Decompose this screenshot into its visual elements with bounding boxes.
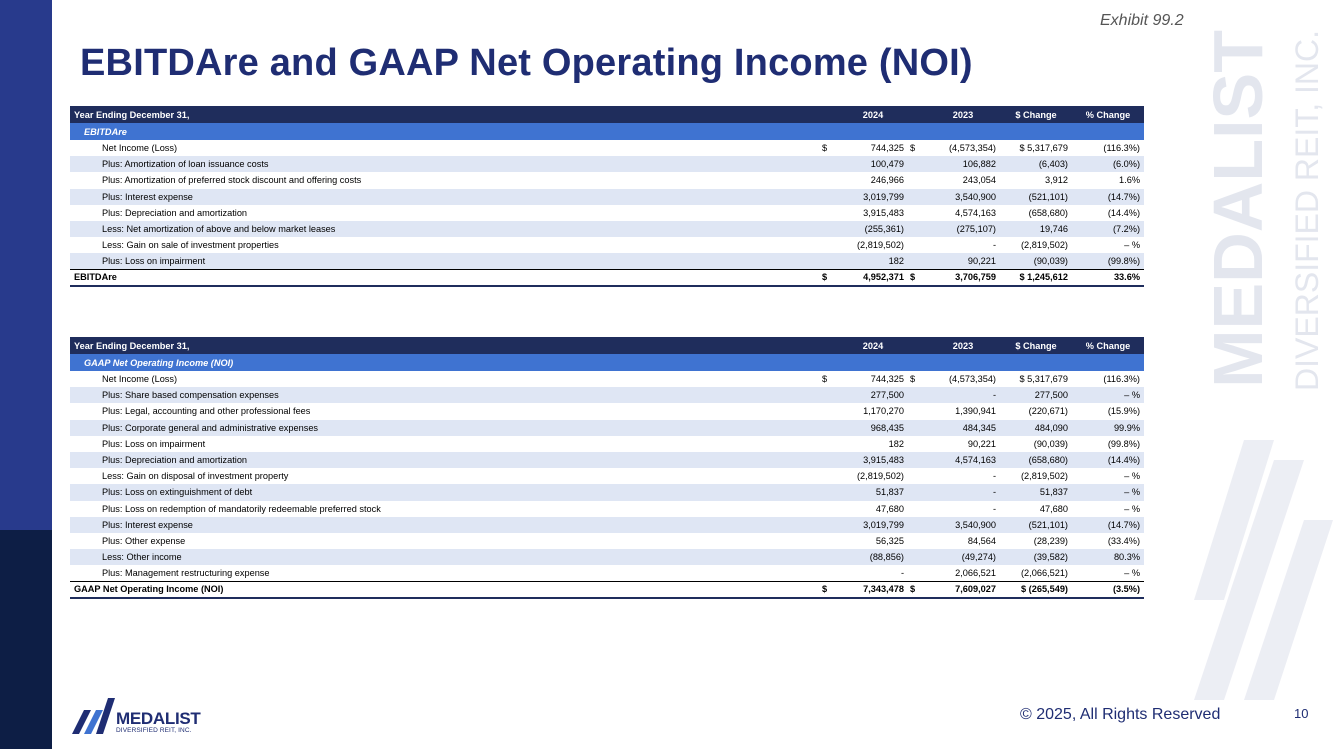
row-pct-change: 1.6%	[1119, 175, 1140, 186]
row-change: (90,039)	[1000, 253, 1072, 269]
row-cur-2024	[820, 549, 838, 565]
row-cur-2023	[908, 156, 926, 172]
row-change: 47,680	[1039, 503, 1068, 514]
row-value-2023: 3,540,900	[926, 517, 1000, 533]
row-pct-change: – %	[1124, 503, 1140, 514]
row-change: 484,090	[1000, 420, 1072, 436]
row-value-2023: (275,107)	[926, 221, 1000, 237]
total-row	[70, 581, 1144, 597]
row-label: Less: Net amortization of above and below market leases	[70, 221, 820, 237]
total-pct: (3.5%)	[1072, 581, 1144, 597]
row-value-2024: (2,819,502)	[857, 471, 904, 482]
row-label: Plus: Depreciation and amortization	[102, 207, 248, 218]
section-title: EBITDAre	[70, 123, 1144, 140]
row-pct-change: (14.7%)	[1072, 517, 1144, 533]
row-label: Less: Gain on sale of investment properties	[102, 240, 279, 251]
total-change: $ (265,549)	[1000, 581, 1072, 597]
total-cur-2024: $	[820, 581, 838, 597]
row-pct-change: 99.9%	[1072, 420, 1144, 436]
row-label: Plus: Share based compensation expenses	[70, 387, 820, 403]
row-pct-change: (15.9%)	[1107, 406, 1140, 417]
total-change: $ 1,245,612	[1000, 270, 1072, 286]
row-cur-2024	[820, 205, 838, 221]
row-value-2023: 106,882	[926, 156, 1000, 172]
total-cur-2024: $	[820, 270, 838, 286]
row-value-2023: (49,274)	[926, 549, 1000, 565]
logo-subtitle: DIVERSIFIED REIT, INC.	[116, 727, 192, 734]
row-cur-2023: $	[910, 374, 916, 385]
table-row	[70, 468, 1144, 484]
row-cur-2023	[908, 468, 926, 484]
row-value-2024: 182	[888, 438, 904, 449]
total-label: GAAP Net Operating Income (NOI)	[70, 581, 820, 597]
row-label: Plus: Loss on impairment	[70, 253, 820, 269]
row-cur-2023	[908, 420, 926, 436]
row-value-2024: 3,019,799	[838, 189, 908, 205]
header-2024: 2024	[838, 106, 908, 123]
table-row	[70, 156, 1144, 172]
row-cur-2024	[820, 221, 838, 237]
ebitdare-table	[70, 106, 1144, 287]
table-row	[70, 253, 1144, 269]
row-cur-2023	[908, 205, 926, 221]
row-cur-2023	[908, 517, 926, 533]
table-row	[70, 205, 1144, 221]
row-cur-2023	[908, 403, 926, 419]
table-row	[70, 517, 1144, 533]
table-row	[70, 237, 1144, 253]
row-pct-change: – %	[1072, 387, 1144, 403]
row-change: (2,066,521)	[1021, 568, 1068, 579]
row-change: 3,912	[1045, 175, 1068, 186]
row-label: Net Income (Loss)	[102, 143, 178, 154]
header-label: Year Ending December 31,	[70, 337, 820, 354]
table-row	[70, 501, 1144, 517]
row-value-2024: 51,837	[838, 484, 908, 500]
row-change: 51,837	[1000, 484, 1072, 500]
medalist-logo-icon	[72, 696, 116, 736]
row-change: (28,239)	[1033, 535, 1068, 546]
table-row	[70, 387, 1144, 403]
brand-watermark	[1180, 0, 1333, 749]
row-change: (39,582)	[1000, 549, 1072, 565]
row-cur-2023	[908, 237, 926, 253]
row-cur-2024	[820, 565, 838, 581]
row-value-2024: 968,435	[838, 420, 908, 436]
row-label: Plus: Interest expense	[70, 189, 820, 205]
watermark-graphic	[1180, 0, 1333, 749]
total-cur-2023: $	[908, 270, 926, 286]
row-label: Plus: Loss on impairment	[102, 438, 206, 449]
row-change: (521,101)	[1000, 517, 1072, 533]
row-value-2023: 4,574,163	[955, 207, 996, 218]
row-value-2023: 84,564	[967, 535, 996, 546]
noi-table	[70, 337, 1144, 599]
row-value-2024: 3,915,483	[863, 207, 904, 218]
row-value-2023: (4,573,354)	[949, 143, 996, 154]
left-accent-bar-bottom	[0, 530, 52, 749]
row-pct-change: (116.3%)	[1103, 143, 1140, 154]
row-label: Less: Gain on disposal of investment property	[102, 471, 289, 482]
row-cur-2024	[820, 517, 838, 533]
row-change: (521,101)	[1000, 189, 1072, 205]
total-cur-2023: $	[908, 581, 926, 597]
row-pct-change: (7.2%)	[1072, 221, 1144, 237]
header-2023: 2023	[926, 106, 1000, 123]
table-row	[70, 172, 1144, 188]
row-cur-2023	[908, 549, 926, 565]
total-2023: 3,706,759	[926, 270, 1000, 286]
row-value-2024: (255,361)	[838, 221, 908, 237]
row-value-2023: 90,221	[967, 438, 996, 449]
total-row	[70, 270, 1144, 286]
table-row	[70, 533, 1144, 549]
row-cur-2024: $	[822, 143, 828, 154]
row-change: (2,819,502)	[1021, 471, 1068, 482]
section-title: GAAP Net Operating Income (NOI)	[70, 354, 1144, 371]
watermark-sub: DIVERSIFIED REIT, INC.	[1289, 30, 1325, 391]
row-cur-2024	[820, 172, 838, 188]
noi-rows	[70, 371, 1144, 581]
row-change: (220,671)	[1028, 406, 1068, 417]
row-cur-2024	[820, 420, 838, 436]
row-change: (90,039)	[1033, 438, 1068, 449]
row-cur-2023: $	[910, 143, 916, 154]
row-value-2024: 47,680	[875, 503, 904, 514]
row-value-2023: 2,066,521	[955, 568, 996, 579]
row-cur-2024	[820, 484, 838, 500]
table-row	[70, 420, 1144, 436]
row-pct-change: (99.8%)	[1072, 253, 1144, 269]
row-value-2024: 277,500	[838, 387, 908, 403]
row-change: 19,746	[1000, 221, 1072, 237]
row-cur-2024	[820, 189, 838, 205]
row-label: Plus: Legal, accounting and other professional fees	[102, 406, 311, 417]
table-header-row	[70, 337, 1144, 354]
header-2024: 2024	[838, 337, 908, 354]
row-value-2024: 3,019,799	[838, 517, 908, 533]
row-change: (6,403)	[1000, 156, 1072, 172]
row-label: Plus: Other expense	[102, 535, 186, 546]
row-value-2024: 3,915,483	[838, 452, 908, 468]
table-row	[70, 484, 1144, 500]
row-change: $ 5,317,679	[1019, 143, 1068, 154]
row-pct-change: (14.4%)	[1072, 452, 1144, 468]
row-value-2023: 484,345	[926, 420, 1000, 436]
row-change: $ 5,317,679	[1019, 374, 1068, 385]
row-value-2024: 246,966	[870, 175, 904, 186]
copyright-text: © 2025, All Rights Reserved	[1020, 706, 1221, 723]
row-value-2024: (2,819,502)	[857, 240, 904, 251]
row-cur-2024: $	[822, 374, 828, 385]
row-value-2023: 90,221	[926, 253, 1000, 269]
row-label: Plus: Loss on extinguishment of debt	[70, 484, 820, 500]
row-cur-2024	[820, 452, 838, 468]
header-pct-change: % Change	[1072, 337, 1144, 354]
ebitdare-rows	[70, 140, 1144, 270]
row-change: (658,680)	[1028, 207, 1068, 218]
exhibit-label: Exhibit 99.2	[1100, 12, 1184, 29]
header-change: $ Change	[1000, 106, 1072, 123]
row-value-2023: -	[926, 387, 1000, 403]
row-label: Less: Other income	[70, 549, 820, 565]
header-change: $ Change	[1000, 337, 1072, 354]
row-pct-change: – %	[1124, 240, 1140, 251]
row-value-2023: -	[992, 471, 996, 482]
row-cur-2023	[908, 452, 926, 468]
row-value-2023: 3,540,900	[926, 189, 1000, 205]
header-label: Year Ending December 31,	[70, 106, 820, 123]
row-change: (658,680)	[1000, 452, 1072, 468]
row-value-2024: 1,170,270	[863, 406, 904, 417]
row-cur-2023	[908, 387, 926, 403]
row-value-2023: 4,574,163	[926, 452, 1000, 468]
row-label: Net Income (Loss)	[102, 374, 178, 385]
page-number: 10	[1294, 706, 1309, 721]
table-row	[70, 436, 1144, 452]
row-value-2024: 182	[838, 253, 908, 269]
row-label: Plus: Amortization of loan issuance costs	[70, 156, 820, 172]
row-cur-2023	[908, 565, 926, 581]
row-cur-2024	[820, 533, 838, 549]
row-value-2023: 243,054	[962, 175, 996, 186]
row-cur-2024	[820, 387, 838, 403]
row-cur-2023	[908, 533, 926, 549]
left-accent-bar	[0, 0, 52, 749]
row-label: Plus: Amortization of preferred stock discount and offering costs	[102, 175, 362, 186]
row-value-2024: -	[900, 568, 904, 579]
total-2023: 7,609,027	[926, 581, 1000, 597]
row-pct-change: – %	[1072, 484, 1144, 500]
row-cur-2023	[908, 253, 926, 269]
row-value-2023: (4,573,354)	[949, 374, 996, 385]
row-value-2024: 100,479	[838, 156, 908, 172]
row-pct-change: (14.4%)	[1107, 207, 1140, 218]
row-cur-2024	[820, 156, 838, 172]
row-label: Plus: Depreciation and amortization	[70, 452, 820, 468]
page-title: EBITDAre and GAAP Net Operating Income (NOI)	[80, 42, 973, 84]
table-row	[70, 452, 1144, 468]
watermark-name: MEDALIST	[1199, 30, 1277, 388]
row-pct-change: (99.8%)	[1107, 438, 1140, 449]
logo-name: MEDALIST	[116, 709, 201, 728]
section-header-row	[70, 123, 1144, 140]
row-cur-2023	[908, 189, 926, 205]
header-2023: 2023	[926, 337, 1000, 354]
row-label: Plus: Interest expense	[70, 517, 820, 533]
row-cur-2023	[908, 172, 926, 188]
row-label: Plus: Corporate general and administrative expenses	[70, 420, 820, 436]
table-row	[70, 221, 1144, 237]
row-label: Plus: Management restructuring expense	[102, 568, 270, 579]
total-2024: 7,343,478	[838, 581, 908, 597]
section-header-row	[70, 354, 1144, 371]
table-row	[70, 189, 1144, 205]
row-pct-change: (6.0%)	[1072, 156, 1144, 172]
row-value-2024: 744,325	[870, 143, 904, 154]
row-cur-2023	[908, 221, 926, 237]
row-cur-2024	[820, 436, 838, 452]
row-cur-2023	[908, 501, 926, 517]
row-label: Plus: Loss on redemption of mandatorily redeemable preferred stock	[102, 503, 381, 514]
table-row	[70, 140, 1144, 156]
row-value-2024: 56,325	[875, 535, 904, 546]
header-pct-change: % Change	[1072, 106, 1144, 123]
row-cur-2024	[820, 237, 838, 253]
total-pct: 33.6%	[1072, 270, 1144, 286]
row-change: (2,819,502)	[1021, 240, 1068, 251]
row-pct-change: – %	[1124, 471, 1140, 482]
row-cur-2023	[908, 484, 926, 500]
row-cur-2023	[908, 436, 926, 452]
row-value-2023: 1,390,941	[955, 406, 996, 417]
row-pct-change: – %	[1124, 568, 1140, 579]
row-change: 277,500	[1000, 387, 1072, 403]
row-value-2023: -	[926, 484, 1000, 500]
row-value-2024: (88,856)	[838, 549, 908, 565]
table-header-row	[70, 106, 1144, 123]
total-label: EBITDAre	[70, 270, 820, 286]
left-accent-bar-top	[0, 0, 52, 530]
row-pct-change: (33.4%)	[1107, 535, 1140, 546]
row-cur-2024	[820, 501, 838, 517]
row-cur-2024	[820, 468, 838, 484]
total-2024: 4,952,371	[838, 270, 908, 286]
row-cur-2024	[820, 403, 838, 419]
row-pct-change: (116.3%)	[1103, 374, 1140, 385]
row-value-2024: 744,325	[870, 374, 904, 385]
table-row	[70, 403, 1144, 419]
row-pct-change: 80.3%	[1072, 549, 1144, 565]
row-pct-change: (14.7%)	[1072, 189, 1144, 205]
table-row	[70, 549, 1144, 565]
row-value-2023: -	[992, 240, 996, 251]
row-cur-2024	[820, 253, 838, 269]
table-row	[70, 371, 1144, 387]
table-row	[70, 565, 1144, 581]
row-value-2023: -	[992, 503, 996, 514]
